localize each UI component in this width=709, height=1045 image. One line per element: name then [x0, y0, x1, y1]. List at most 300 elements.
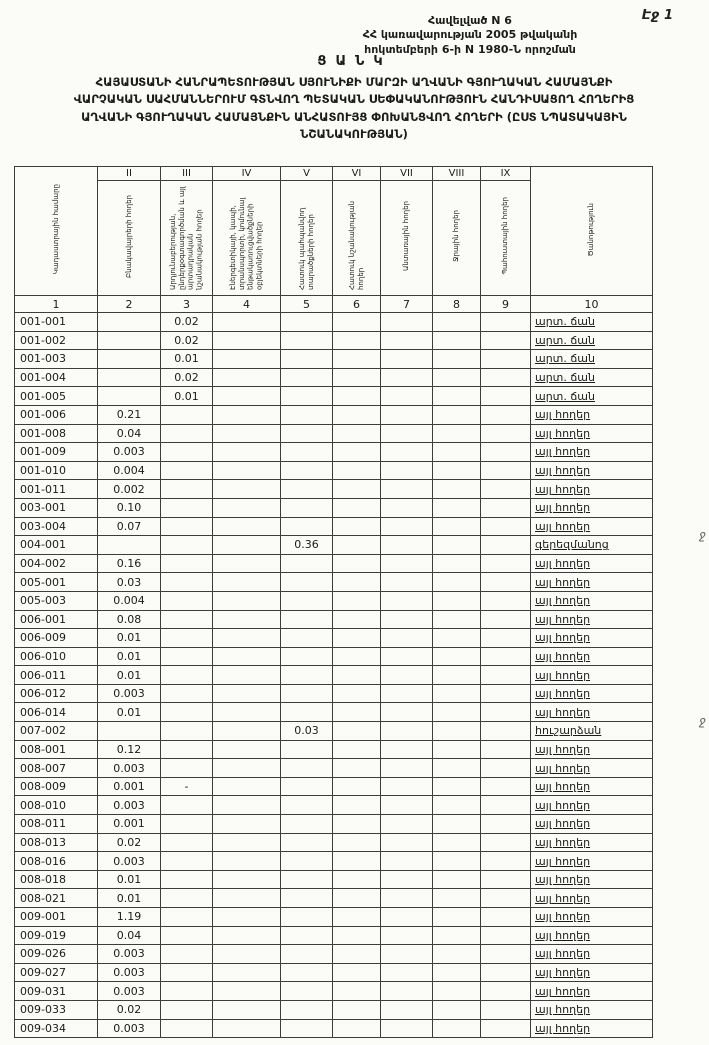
area-value-cell [98, 536, 161, 555]
area-value-cell [381, 498, 433, 517]
cadastral-code-cell: 006-010 [15, 647, 98, 666]
area-value-cell [281, 926, 333, 945]
area-value-cell [281, 703, 333, 722]
note-cell [531, 424, 653, 443]
area-value-cell [381, 945, 433, 964]
column-number: 7 [381, 296, 433, 313]
cadastral-code-cell: 009-026 [15, 945, 98, 964]
area-value-cell [481, 313, 531, 332]
area-value-cell [213, 480, 281, 499]
area-value-cell [433, 815, 481, 834]
col-header-water-lands: Ջրային հողեր [433, 181, 481, 296]
note-cell [531, 684, 653, 703]
area-value-cell [381, 666, 433, 685]
area-value-cell [381, 833, 433, 852]
note-text: այլ հողեր [535, 557, 591, 571]
note-cell [531, 945, 653, 964]
area-value-cell [161, 405, 213, 424]
cadastral-code-cell: 006-014 [15, 703, 98, 722]
note-text: այլ հողեր [535, 873, 591, 887]
table-row [15, 926, 653, 945]
area-value-cell [381, 629, 433, 648]
area-value-cell: 0.003 [98, 443, 161, 462]
area-value-cell [433, 926, 481, 945]
area-value-cell [161, 480, 213, 499]
area-value-cell [381, 331, 433, 350]
note-cell [531, 573, 653, 592]
table-row [15, 870, 653, 889]
area-value-cell [333, 405, 381, 424]
area-value-cell: 0.01 [98, 889, 161, 908]
area-value-cell [281, 666, 333, 685]
area-value-cell [381, 870, 433, 889]
cadastral-code-cell: 006-011 [15, 666, 98, 685]
area-value-cell [481, 480, 531, 499]
area-value-cell [333, 461, 381, 480]
area-value-cell [161, 889, 213, 908]
area-value-cell [381, 684, 433, 703]
area-value-cell: 0.01 [98, 703, 161, 722]
area-value-cell [433, 610, 481, 629]
area-value-cell [333, 945, 381, 964]
table-row [15, 740, 653, 759]
note-text: այլ հողեր [535, 445, 591, 459]
area-value-cell [281, 833, 333, 852]
area-value-cell [161, 796, 213, 815]
col-header-industrial-lands: Արդյունաբերության, ընդերքօգտագործման և այլ արտադրական նշանակության հողեր [161, 181, 213, 296]
cadastral-code-cell: 005-001 [15, 573, 98, 592]
area-value-cell [333, 926, 381, 945]
cadastral-code-cell: 001-010 [15, 461, 98, 480]
table-row [15, 480, 653, 499]
area-value-cell [481, 740, 531, 759]
area-value-cell: 0.002 [98, 480, 161, 499]
area-value-cell [98, 350, 161, 369]
area-value-cell [481, 461, 531, 480]
cadastral-code-cell: 006-001 [15, 610, 98, 629]
area-value-cell: 0.02 [161, 331, 213, 350]
area-value-cell: 0.003 [98, 759, 161, 778]
area-value-cell [481, 405, 531, 424]
area-value-cell [213, 647, 281, 666]
table-row [15, 852, 653, 871]
area-value-cell [98, 722, 161, 741]
area-value-cell [281, 498, 333, 517]
area-value-cell [161, 573, 213, 592]
area-value-cell [213, 387, 281, 406]
table-row [15, 331, 653, 350]
area-value-cell [333, 536, 381, 555]
document-title: ՑԱՆԿ [317, 54, 392, 69]
area-value-cell [381, 350, 433, 369]
note-cell [531, 536, 653, 555]
area-value-cell [333, 629, 381, 648]
area-value-cell [433, 554, 481, 573]
area-value-cell [281, 313, 333, 332]
area-value-cell [381, 982, 433, 1001]
cadastral-code-cell: 005-003 [15, 591, 98, 610]
column-number: 4 [213, 296, 281, 313]
table-row [15, 536, 653, 555]
note-cell [531, 1019, 653, 1038]
area-value-cell [433, 424, 481, 443]
area-value-cell [333, 387, 381, 406]
table-row [15, 815, 653, 834]
area-value-cell [161, 945, 213, 964]
area-value-cell [381, 480, 433, 499]
area-value-cell [281, 1000, 333, 1019]
area-value-cell [481, 591, 531, 610]
area-value-cell [213, 536, 281, 555]
note-cell [531, 480, 653, 499]
area-value-cell [381, 461, 433, 480]
cadastral-code-cell: 009-034 [15, 1019, 98, 1038]
column-number: 3 [161, 296, 213, 313]
table-row [15, 684, 653, 703]
note-cell [531, 368, 653, 387]
area-value-cell [213, 1000, 281, 1019]
area-value-cell [333, 982, 381, 1001]
note-cell [531, 889, 653, 908]
area-value-cell [213, 368, 281, 387]
area-value-cell [213, 926, 281, 945]
area-value-cell [161, 536, 213, 555]
table-row [15, 833, 653, 852]
area-value-cell [481, 443, 531, 462]
note-cell [531, 313, 653, 332]
area-value-cell [481, 796, 531, 815]
note-cell [531, 591, 653, 610]
roman-numeral: VII [381, 167, 433, 181]
table-row [15, 759, 653, 778]
area-value-cell [481, 852, 531, 871]
note-text: այլ հողեր [535, 910, 591, 924]
area-value-cell [381, 313, 433, 332]
note-cell [531, 331, 653, 350]
note-cell [531, 387, 653, 406]
area-value-cell [213, 684, 281, 703]
area-value-cell [161, 926, 213, 945]
note-cell [531, 833, 653, 852]
area-value-cell [381, 443, 433, 462]
area-value-cell: 0.01 [98, 647, 161, 666]
area-value-cell: 0.07 [98, 517, 161, 536]
cadastral-code-cell: 008-013 [15, 833, 98, 852]
area-value-cell [481, 554, 531, 573]
note-text: արտ. ճան [535, 333, 595, 347]
area-value-cell [98, 368, 161, 387]
note-text: այլ հողեր [535, 854, 591, 868]
area-value-cell [161, 703, 213, 722]
area-value-cell [481, 573, 531, 592]
area-value-cell: 0.01 [98, 666, 161, 685]
area-value-cell [481, 666, 531, 685]
area-value-cell: 0.01 [98, 629, 161, 648]
cadastral-code-cell: 004-002 [15, 554, 98, 573]
area-value-cell [213, 666, 281, 685]
area-value-cell [481, 815, 531, 834]
note-cell [531, 350, 653, 369]
note-cell [531, 852, 653, 871]
note-text: այլ հողեր [535, 408, 591, 422]
document-subtitle [22, 74, 686, 143]
area-value-cell [281, 573, 333, 592]
area-value-cell [213, 424, 281, 443]
area-value-cell [433, 908, 481, 927]
appendix-line: հոկտեմբերի 6-ի N 1980-Ն որոշման [364, 42, 576, 56]
area-value-cell [161, 833, 213, 852]
area-value-cell [481, 629, 531, 648]
area-value-cell [481, 368, 531, 387]
area-value-cell [333, 963, 381, 982]
area-value-cell: 0.001 [98, 815, 161, 834]
table-row [15, 461, 653, 480]
area-value-cell [161, 815, 213, 834]
area-value-cell [381, 1000, 433, 1019]
area-value-cell [161, 461, 213, 480]
area-value-cell [213, 963, 281, 982]
area-value-cell [433, 350, 481, 369]
note-cell [531, 461, 653, 480]
table-row [15, 350, 653, 369]
area-value-cell [333, 852, 381, 871]
area-value-cell [161, 591, 213, 610]
area-value-cell [433, 331, 481, 350]
area-value-cell [161, 498, 213, 517]
area-value-cell [161, 610, 213, 629]
area-value-cell: 0.21 [98, 405, 161, 424]
area-value-cell [281, 517, 333, 536]
col-header-notes: Ծանոթություն [531, 167, 653, 296]
area-value-cell [433, 461, 481, 480]
roman-numeral: VI [333, 167, 381, 181]
area-value-cell [213, 350, 281, 369]
table-row [15, 703, 653, 722]
area-value-cell [213, 313, 281, 332]
area-value-cell: 0.003 [98, 796, 161, 815]
area-value-cell [433, 684, 481, 703]
area-value-cell [161, 1019, 213, 1038]
area-value-cell: 1.19 [98, 908, 161, 927]
area-value-cell [333, 610, 381, 629]
roman-numeral: IV [213, 167, 281, 181]
table-row [15, 666, 653, 685]
col-header-special-purpose-lands: Հատուկ նշանակության հողեր [333, 181, 381, 296]
area-value-cell [333, 1000, 381, 1019]
table-row [15, 945, 653, 964]
area-value-cell [433, 945, 481, 964]
area-value-cell: 0.003 [98, 963, 161, 982]
roman-numeral: III [161, 167, 213, 181]
appendix-reference [290, 14, 650, 57]
cadastral-code-cell: 004-001 [15, 536, 98, 555]
note-text: այլ հողեր [535, 984, 591, 998]
column-number: 8 [433, 296, 481, 313]
note-cell [531, 647, 653, 666]
area-value-cell [381, 740, 433, 759]
area-value-cell [481, 424, 531, 443]
area-value-cell [381, 796, 433, 815]
area-value-cell [433, 740, 481, 759]
note-text: այլ հողեր [535, 928, 591, 942]
table-body [15, 313, 653, 1038]
area-value-cell [481, 331, 531, 350]
note-cell [531, 777, 653, 796]
area-value-cell [433, 722, 481, 741]
column-number: 1 [15, 296, 98, 313]
area-value-cell [98, 313, 161, 332]
area-value-cell [333, 722, 381, 741]
area-value-cell: 0.003 [98, 684, 161, 703]
table-row [15, 443, 653, 462]
area-value-cell [213, 982, 281, 1001]
area-value-cell [333, 517, 381, 536]
area-value-cell [281, 647, 333, 666]
area-value-cell [433, 517, 481, 536]
cadastral-code-cell: 009-027 [15, 963, 98, 982]
area-value-cell [213, 945, 281, 964]
area-value-cell [333, 573, 381, 592]
area-value-cell [281, 945, 333, 964]
area-value-cell [213, 908, 281, 927]
note-text: արտ. ճան [535, 371, 595, 385]
handwritten-margin-note: ջ [699, 714, 706, 728]
area-value-cell [433, 480, 481, 499]
note-text: այլ հողեր [535, 817, 591, 831]
cadastral-code-cell: 001-008 [15, 424, 98, 443]
area-value-cell [481, 498, 531, 517]
area-value-cell [381, 852, 433, 871]
area-value-cell [381, 610, 433, 629]
table-row [15, 368, 653, 387]
subtitle-line: ՆՇԱՆԱԿՈՒԹՅԱՆ) [300, 126, 408, 141]
cadastral-code-cell: 001-009 [15, 443, 98, 462]
area-value-cell [433, 647, 481, 666]
column-number: 9 [481, 296, 531, 313]
note-cell [531, 908, 653, 927]
area-value-cell [333, 331, 381, 350]
cadastral-code-cell: 008-011 [15, 815, 98, 834]
area-value-cell [213, 573, 281, 592]
area-value-cell: 0.10 [98, 498, 161, 517]
table-row [15, 554, 653, 573]
cadastral-code-cell: 008-001 [15, 740, 98, 759]
area-value-cell [213, 740, 281, 759]
area-value-cell: 0.02 [98, 833, 161, 852]
area-value-cell [433, 591, 481, 610]
area-value-cell [213, 777, 281, 796]
appendix-line: ՀՀ կառավարության 2005 թվականի [362, 28, 578, 42]
table-row [15, 908, 653, 927]
area-value-cell [333, 424, 381, 443]
area-value-cell [281, 554, 333, 573]
area-value-cell [481, 777, 531, 796]
note-text: այլ հողեր [535, 761, 591, 775]
cadastral-code-cell: 001-011 [15, 480, 98, 499]
col-header-cadastral-number: Կադաստրային համարը [15, 167, 98, 296]
area-value-cell [433, 368, 481, 387]
note-text: այլ հողեր [535, 1021, 591, 1035]
note-cell [531, 405, 653, 424]
area-value-cell [161, 740, 213, 759]
table-row [15, 424, 653, 443]
cadastral-code-cell: 001-005 [15, 387, 98, 406]
area-value-cell [333, 350, 381, 369]
note-text: այլ հողեր [535, 798, 591, 812]
area-value-cell [333, 498, 381, 517]
note-text: հուշարձան [535, 724, 602, 738]
table-row [15, 647, 653, 666]
note-cell [531, 666, 653, 685]
column-number: 2 [98, 296, 161, 313]
subtitle-line: ՎԱՐՉԱԿԱՆ ՍԱՀՄԱՆՆԵՐՈՒՄ ԳՏՆՎՈՂ ՊԵՏԱԿԱՆ ՍԵՓԱԿԱՆՈՒԹՅՈՒՆ ՀԱՆԴԻՍԱՑՈՂ ՀՈՂԵՐԻՑ [73, 92, 635, 107]
area-value-cell [481, 1000, 531, 1019]
area-value-cell [381, 387, 433, 406]
note-cell [531, 815, 653, 834]
cadastral-code-cell: 009-031 [15, 982, 98, 1001]
area-value-cell [381, 573, 433, 592]
area-value-cell [333, 777, 381, 796]
area-value-cell [433, 982, 481, 1001]
handwritten-margin-note: ջ [699, 528, 706, 542]
cadastral-code-cell: 009-033 [15, 1000, 98, 1019]
note-cell [531, 554, 653, 573]
table-row [15, 963, 653, 982]
cadastral-code-cell: 008-018 [15, 870, 98, 889]
area-value-cell [433, 759, 481, 778]
area-value-cell: 0.12 [98, 740, 161, 759]
area-value-cell [381, 926, 433, 945]
area-value-cell [333, 703, 381, 722]
table-row [15, 498, 653, 517]
area-value-cell: 0.04 [98, 926, 161, 945]
note-cell [531, 740, 653, 759]
area-value-cell [381, 536, 433, 555]
area-value-cell [213, 870, 281, 889]
area-value-cell [281, 405, 333, 424]
area-value-cell [213, 405, 281, 424]
cadastral-code-cell: 006-012 [15, 684, 98, 703]
col-header-residential-lands: Բնակավայրերի հողեր [98, 181, 161, 296]
area-value-cell [333, 759, 381, 778]
area-value-cell [433, 405, 481, 424]
area-value-cell [213, 796, 281, 815]
table-row [15, 982, 653, 1001]
area-value-cell [433, 536, 481, 555]
area-value-cell: 0.03 [98, 573, 161, 592]
area-value-cell [433, 629, 481, 648]
area-value-cell [161, 908, 213, 927]
col-header-forest-lands: Անտառային հողեր [381, 181, 433, 296]
note-text: այլ հողեր [535, 705, 591, 719]
note-text: արտ. ճան [535, 389, 595, 403]
area-value-cell [433, 833, 481, 852]
area-value-cell: 0.003 [98, 1019, 161, 1038]
note-cell [531, 982, 653, 1001]
table-row [15, 405, 653, 424]
area-value-cell [281, 629, 333, 648]
area-value-cell: 0.004 [98, 591, 161, 610]
area-value-cell [481, 703, 531, 722]
area-value-cell [333, 870, 381, 889]
note-text: արտ. ճան [535, 352, 595, 366]
area-value-cell [333, 554, 381, 573]
note-cell [531, 722, 653, 741]
area-value-cell [281, 852, 333, 871]
area-value-cell: 0.003 [98, 945, 161, 964]
area-value-cell [333, 908, 381, 927]
note-text: գերեզմանոց [535, 538, 609, 552]
